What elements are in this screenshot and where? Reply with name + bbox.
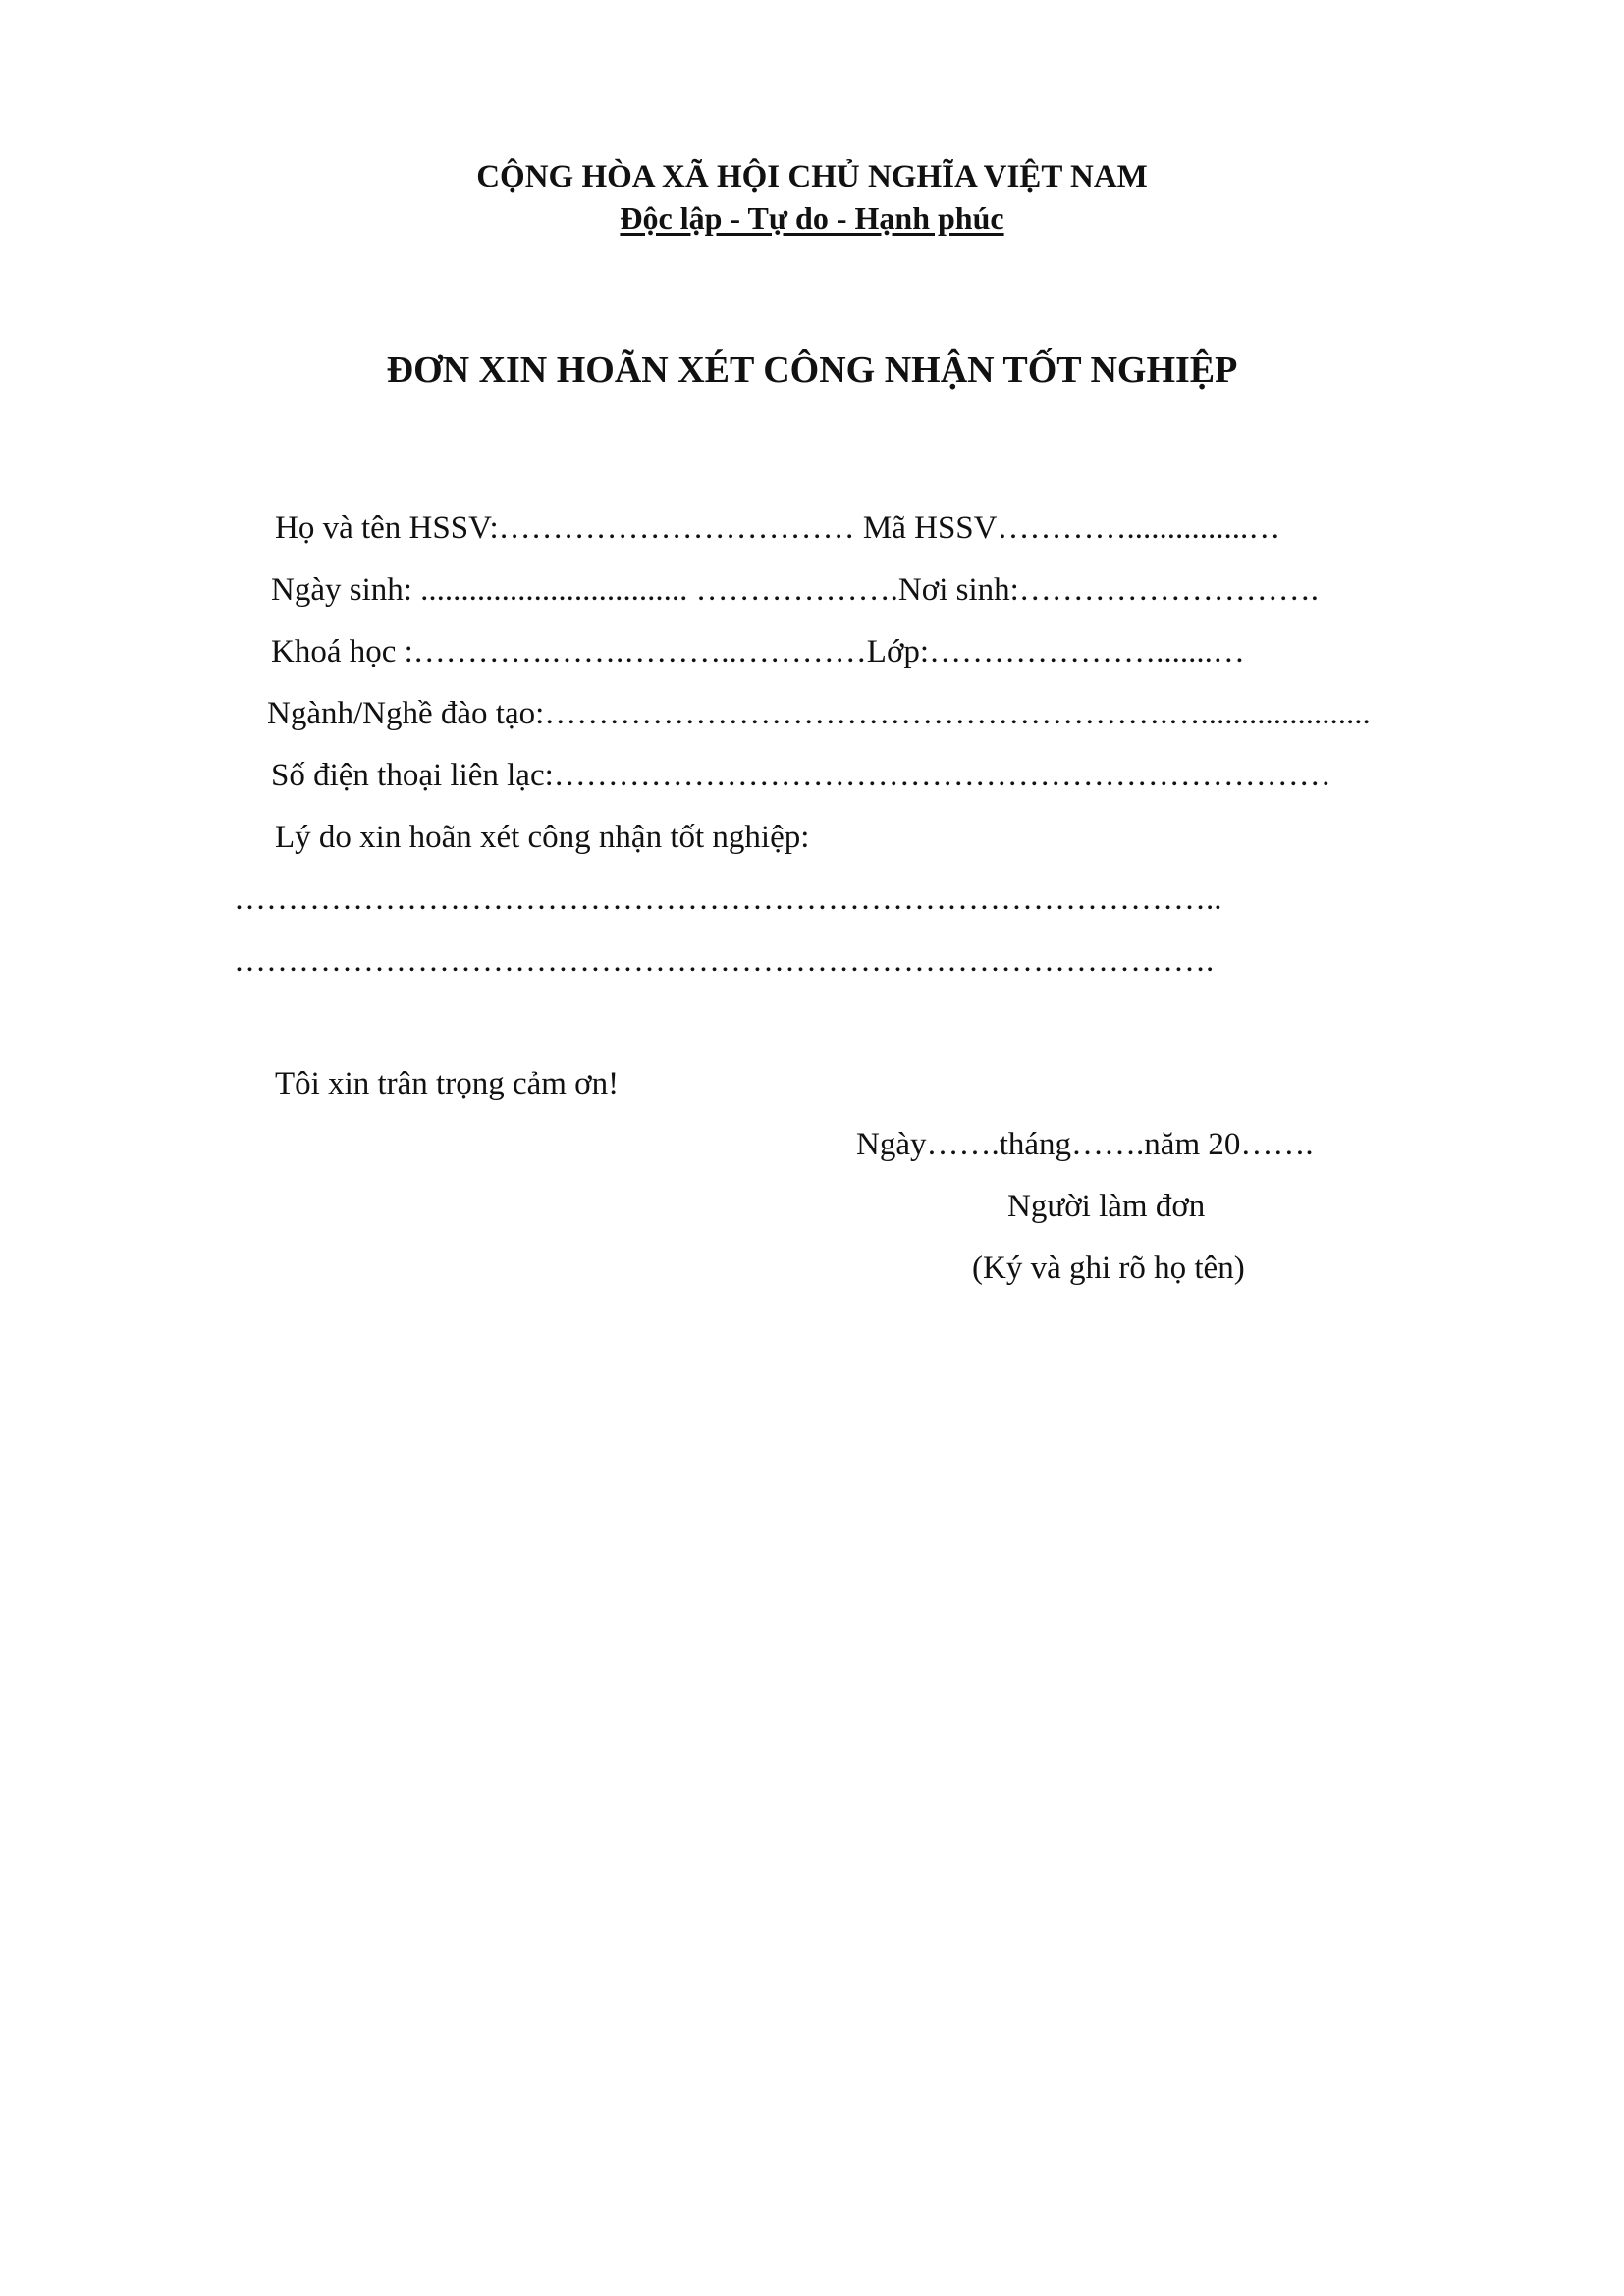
signature-note: (Ký và ghi rõ họ tên) xyxy=(972,1251,1245,1286)
nation-heading: CỘNG HÒA XÃ HỘI CHỦ NGHĨA VIỆT NAM xyxy=(476,159,1148,194)
field-course-and-class: Khoá học :………….…….………..…………Lớp:………………….......… xyxy=(271,634,1245,669)
field-birth-date-and-place: Ngày sinh: ................................. ……………….Nơi sinh:………………………. xyxy=(271,572,1320,608)
motto-heading: Độc lập - Tự do - Hạnh phúc xyxy=(620,200,1004,236)
field-major: Ngành/Nghề đào tạo:………………………………………………….…..................... xyxy=(267,696,1371,731)
reason-line: ……………………………………………………………………………….. xyxy=(234,881,1222,917)
reason-line: ………………………………………………………………………………. xyxy=(234,943,1215,979)
thanks-text: Tôi xin trân trọng cảm ơn! xyxy=(275,1066,620,1101)
date-line: Ngày…….tháng…….năm 20……. xyxy=(856,1127,1314,1162)
field-reason-label: Lý do xin hoãn xét công nhận tốt nghiệp: xyxy=(275,820,810,855)
field-phone: Số điện thoại liên lạc:……………………………………………………………… xyxy=(271,758,1331,793)
field-full-name-and-id: Họ và tên HSSV:…………………………… Mã HSSV…………...............… xyxy=(275,510,1281,546)
form-title: ĐƠN XIN HOÃN XÉT CÔNG NHẬN TỐT NGHIỆP xyxy=(386,349,1238,391)
signer-label: Người làm đơn xyxy=(1007,1189,1206,1224)
